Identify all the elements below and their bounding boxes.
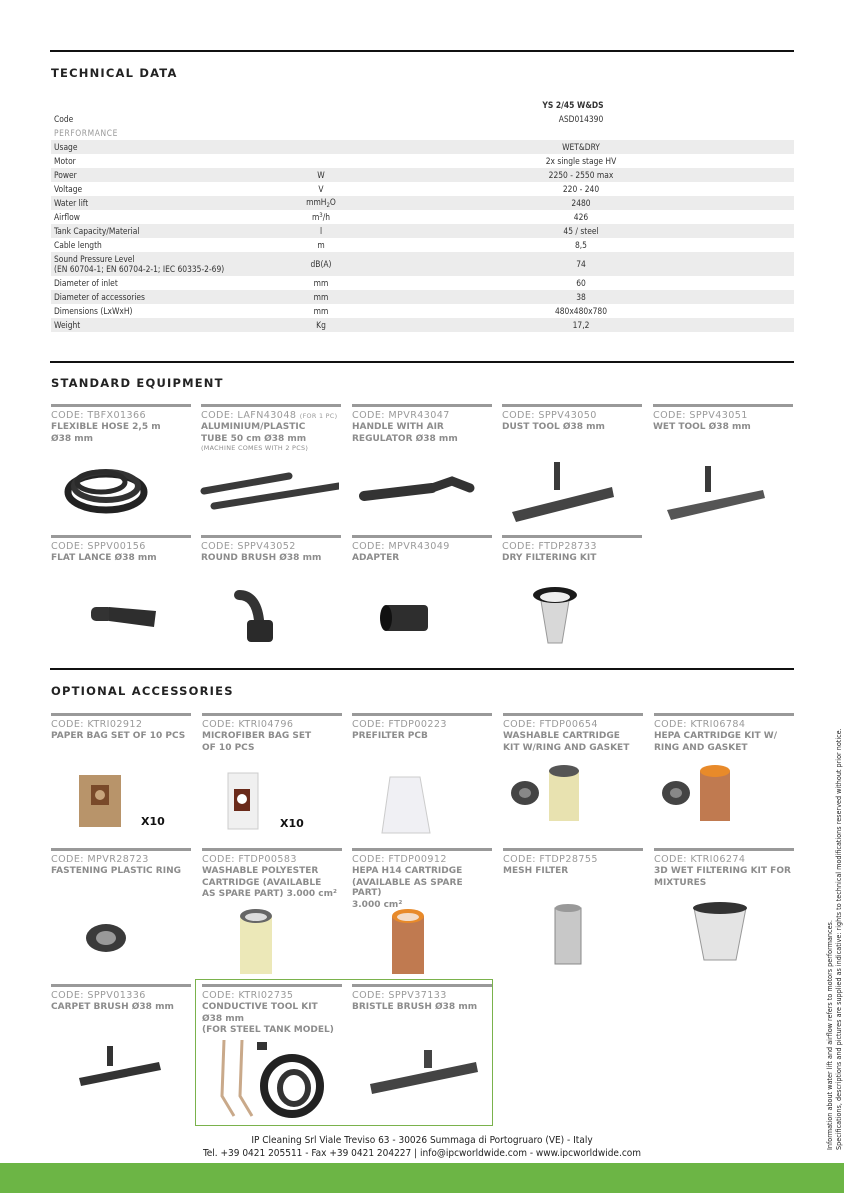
row-unit: Kg (316, 320, 326, 330)
microfiber-bag-icon (202, 763, 342, 843)
row-label: Weight (54, 320, 81, 330)
product-name: CONDUCTIVE TOOL KIT (202, 1002, 318, 1012)
product-name-line2: RING AND GASKET (654, 742, 748, 753)
row-value: 17,2 (572, 320, 590, 330)
product-code: CODE: KTRI02735 (202, 990, 294, 1001)
product-name-line2: TUBE 50 cm Ø38 mm (201, 433, 307, 444)
table-row (51, 140, 794, 154)
product-name-line2: CARTRIDGE (AVAILABLE (202, 877, 322, 888)
product-name: WET TOOL Ø38 mm (653, 422, 751, 432)
footer-address: IP Cleaning Srl Viale Treviso 63 - 30026 Summaga di Portogruaro (VE) - Italy (251, 1135, 593, 1146)
product-name-line3: 3.000 cm² (352, 899, 403, 910)
accessory-card[interactable] (202, 713, 342, 830)
row-unit: m (317, 240, 325, 250)
table-row-performance (51, 126, 794, 140)
round-brush-icon (201, 575, 341, 655)
table-row (51, 318, 794, 332)
handle-icon (352, 466, 492, 546)
product-code: CODE: MPVR28723 (51, 854, 149, 865)
product-name: FLEXIBLE HOSE 2,5 m (51, 422, 161, 432)
accessory-card[interactable] (51, 848, 191, 877)
product-name-line2: REGULATOR Ø38 mm (352, 433, 458, 444)
product-code: CODE: FTDP28755 (503, 854, 598, 865)
accessory-card[interactable] (503, 713, 643, 753)
product-name: CARPET BRUSH Ø38 mm (51, 1002, 174, 1012)
product-card[interactable] (502, 404, 642, 433)
row-unit: mm (313, 306, 329, 316)
accessory-card[interactable] (352, 713, 492, 742)
table-row (51, 196, 794, 210)
row-unit: dB(A) (310, 259, 332, 269)
row-value: 60 (576, 278, 586, 288)
adapter-icon (352, 575, 492, 655)
paper-bag-icon (51, 763, 191, 843)
product-name: 3D WET FILTERING KIT FOR (654, 866, 791, 876)
product-card[interactable] (201, 404, 341, 452)
product-code: CODE: LAFN43048 (FOR 1 PC) (201, 410, 338, 421)
row-label: Diameter of accessories (54, 292, 145, 302)
product-name: HANDLE WITH AIR (352, 422, 444, 432)
product-code: CODE: MPVR43049 (352, 541, 450, 552)
row-label: Voltage (54, 184, 83, 194)
table-row (51, 252, 794, 276)
accessory-card[interactable] (352, 848, 492, 910)
row-unit: $m^3/h$ (311, 212, 331, 222)
row-unit: W (317, 170, 325, 180)
row-label: Power (54, 170, 77, 180)
flat-lance-icon (51, 575, 191, 655)
row-label: Usage (54, 142, 78, 152)
product-code: CODE: FTDP28733 (502, 541, 597, 552)
product-note: (MACHINE COMES WITH 2 PCS) (201, 444, 309, 452)
row-value: 74 (576, 259, 586, 269)
product-card[interactable] (51, 404, 191, 444)
row-value: 426 (573, 212, 589, 222)
row-label: Motor (54, 156, 76, 166)
row-label: Code (54, 114, 74, 124)
row-label: Sound Pressure Level (EN 60704-1; EN 60704-2-1; IEC 60335-2-69) (54, 254, 225, 274)
product-name: DUST TOOL Ø38 mm (502, 422, 605, 432)
row-value: ASD014390 (558, 114, 604, 124)
row-value: 8,5 (575, 240, 587, 250)
product-name: FASTENING PLASTIC RING (51, 866, 181, 876)
product-card[interactable] (653, 404, 793, 433)
washable-cartridge-kit-icon (503, 751, 643, 831)
product-name: HEPA H14 CARTRIDGE (352, 866, 463, 876)
product-name-line3: (FOR STEEL TANK MODEL) (202, 1025, 334, 1035)
product-name-line2: OF 10 PCS (202, 742, 255, 753)
table-row (51, 276, 794, 290)
row-unit: mm (313, 292, 329, 302)
product-code: CODE: MPVR43047 (352, 410, 450, 421)
accessory-card[interactable] (654, 848, 794, 888)
row-value: 2250 - 2550 max (548, 170, 614, 180)
product-name: ADAPTER (352, 553, 400, 563)
technical-data-table (51, 98, 794, 332)
quantity-badge: X10 (280, 817, 304, 830)
table-row (51, 182, 794, 196)
product-name: ROUND BRUSH Ø38 mm (201, 553, 322, 563)
product-code: CODE: KTRI04796 (202, 719, 294, 730)
product-name-line3: AS SPARE PART) 3.000 cm² (202, 889, 337, 899)
row-label: Airflow (54, 212, 80, 222)
technical-data-title: TECHNICAL DATA (51, 66, 178, 80)
product-code: CODE: SPPV43051 (653, 410, 748, 421)
table-row-code (51, 112, 794, 126)
product-name-line2: Ø38 mm (202, 1013, 245, 1024)
accessory-card[interactable] (352, 984, 492, 1013)
product-code: CODE: SPPV01336 (51, 990, 146, 1001)
product-code: CODE: KTRI06784 (654, 719, 746, 730)
accessory-card[interactable] (503, 848, 643, 877)
product-name: DRY FILTERING KIT (502, 553, 597, 563)
row-value: 2x single stage HV (545, 156, 617, 166)
accessory-card[interactable] (51, 984, 191, 1013)
product-code: CODE: SPPV37133 (352, 990, 447, 1001)
row-unit: mm (313, 278, 329, 288)
accessory-card[interactable] (202, 848, 342, 900)
table-row (51, 210, 794, 224)
table-row (51, 238, 794, 252)
table-row (51, 168, 794, 182)
product-name-line2: (AVAILABLE AS SPARE PART) (352, 877, 463, 898)
product-name: MESH FILTER (503, 866, 569, 876)
top-rule (50, 50, 794, 52)
plastic-ring-icon (51, 898, 191, 978)
row-label: Dimensions (LxWxH) (54, 306, 133, 316)
accessory-card[interactable] (51, 713, 191, 828)
table-row (51, 290, 794, 304)
conductive-kit-icon (202, 1036, 342, 1126)
product-name: PAPER BAG SET OF 10 PCS (51, 731, 186, 741)
brand-band (0, 1163, 844, 1193)
optional-accessories-title: OPTIONAL ACCESSORIES (51, 684, 234, 698)
row-unit: l (319, 226, 323, 236)
row-unit: V (318, 184, 324, 194)
product-name: BRISTLE BRUSH Ø38 mm (352, 1002, 478, 1012)
wet-filter-kit-icon (654, 898, 794, 978)
mesh-filter-icon (503, 898, 643, 978)
bristle-brush-icon (352, 1036, 492, 1116)
accessory-card[interactable] (654, 713, 794, 753)
product-name-line2: KIT W/RING AND GASKET (503, 742, 630, 753)
quantity-badge: X10 (141, 815, 165, 828)
section-rule (50, 361, 794, 363)
product-name-line2: Ø38 mm (51, 433, 94, 444)
table-row (51, 304, 794, 318)
product-name: ALUMINIUM/PLASTIC (201, 422, 306, 432)
disclaimer-note: Information about water lift and airflow refers to motors performances. Specifications, descriptions and pictures are supplied as indicative: rights to technical modifications reserved without prior notice. (825, 728, 843, 1150)
row-value: 480x480x780 (554, 306, 608, 316)
product-card[interactable] (51, 535, 191, 564)
row-value: 38 (576, 292, 586, 302)
row-value: 45 / steel (563, 226, 599, 236)
product-name: PREFILTER PCB (352, 731, 428, 741)
product-name: HEPA CARTRIDGE KIT W/ (654, 731, 778, 741)
product-card[interactable] (502, 535, 642, 564)
section-rule (50, 668, 794, 670)
hepa-cartridge-icon (352, 906, 492, 986)
product-code: CODE: FTDP00223 (352, 719, 447, 730)
product-name: WASHABLE POLYESTER (202, 866, 319, 876)
tubes-icon (199, 466, 339, 546)
table-row (51, 224, 794, 238)
wet-tool-icon (653, 452, 793, 532)
product-code: CODE: KTRI02912 (51, 719, 143, 730)
hose-icon (51, 452, 191, 532)
product-code: CODE: KTRI06274 (654, 854, 746, 865)
standard-equipment-title: STANDARD EQUIPMENT (51, 376, 224, 390)
product-code: CODE: FTDP00654 (503, 719, 598, 730)
table-header (51, 98, 794, 112)
row-label: Tank Capacity/Material (54, 226, 140, 236)
product-card[interactable] (352, 535, 492, 564)
product-code: CODE: FTDP00583 (202, 854, 297, 865)
product-code: CODE: TBFX01366 (51, 410, 147, 421)
polyester-cartridge-icon (202, 906, 342, 986)
product-card[interactable] (352, 404, 492, 444)
model-name: YS 2/45 W&DS (542, 100, 604, 110)
footer-contacts: Tel. +39 0421 205511 - Fax +39 0421 204227 | info@ipcworldwide.com - www.ipcworldwide.com (202, 1148, 642, 1159)
row-label: Cable length (54, 240, 102, 250)
product-name: MICROFIBER BAG SET (202, 731, 312, 741)
hepa-cartridge-kit-icon (654, 751, 794, 831)
row-label: Water lift (54, 198, 89, 208)
product-card[interactable] (201, 535, 341, 564)
product-code: CODE: FTDP00912 (352, 854, 447, 865)
dust-tool-icon (502, 452, 642, 532)
carpet-brush-icon (51, 1030, 191, 1110)
product-name-line2: MIXTURES (654, 877, 707, 888)
accessory-card[interactable] (202, 984, 342, 1036)
product-code: CODE: SPPV43052 (201, 541, 296, 552)
row-unit: mmH$_2$O (306, 197, 336, 209)
product-name: WASHABLE CARTRIDGE (503, 731, 620, 741)
row-value: 2480 (571, 198, 591, 208)
dry-filter-icon (502, 575, 642, 655)
product-name: FLAT LANCE Ø38 mm (51, 553, 157, 563)
product-code: CODE: SPPV43050 (502, 410, 597, 421)
row-section-label: PERFORMANCE (54, 128, 118, 138)
product-code: CODE: SPPV00156 (51, 541, 146, 552)
row-label: Diameter of inlet (54, 278, 118, 288)
row-value: WET&DRY (562, 142, 600, 152)
row-value: 220 - 240 (562, 184, 600, 194)
table-row (51, 154, 794, 168)
prefilter-icon (352, 763, 492, 843)
